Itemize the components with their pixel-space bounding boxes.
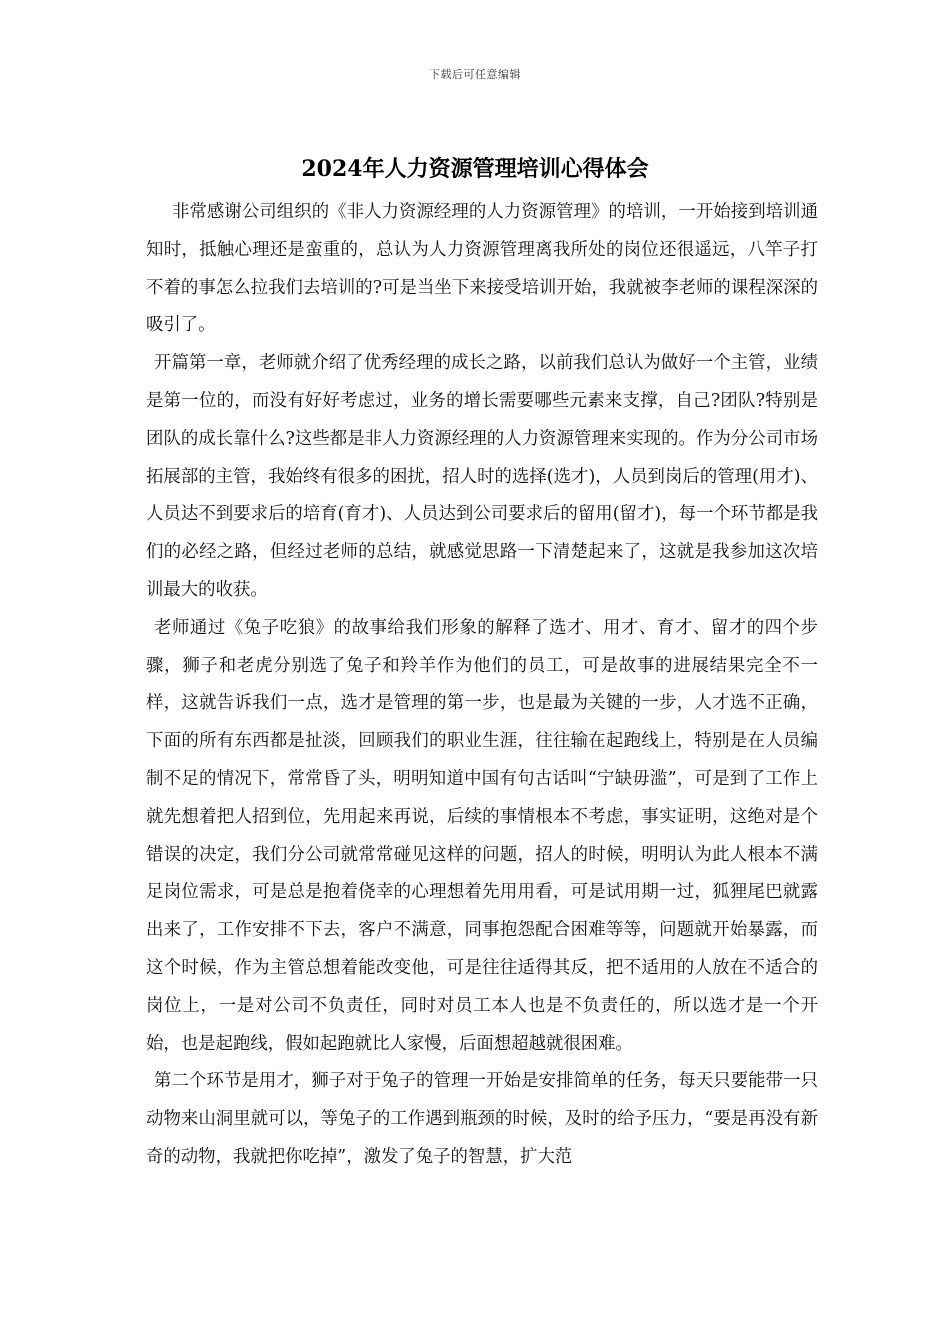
- header-note: 下载后可任意编辑: [429, 68, 521, 81]
- paragraph: 老师通过《兔子吃狼》的故事给我们形象的解释了选才、用才、育才、留才的四个步骤，狮子和老虎分别选了兔子和羚羊作为他们的员工，可是故事的进展结果完全不一样，这就告诉我们一点，选才是管理的第一步，也是最为关键的一步，人才选不正确，下面的所有东西都是扯淡，回顾我们的职业生涯，往往输在起跑线上，特别是在人员编制不足的情况下，常常昏了头，明明知道中国有句古话叫“宁缺毋滥”，可是到了工作上就先想着把人招到位，先用起来再说，后续的事情根本不考虑，事实证明，这绝对是个错误的决定，我们分公司就常常碰见这样的问题，招人的时候，明明认为此人根本不满足岗位需求，可是总是抱着侥幸的心理想着先用用看，可是试用期一过，狐狸尾巴就露出来了，工作安排不下去，客户不满意，同事抱怨配合困难等等，问题就开始暴露，而这个时候，作为主管总想着能改变他，可是往往适得其反，把不适用的人放在不适合的岗位上，一是对公司不负责任，同时对员工本人也是不负责任的，所以选才是一个开始，也是起跑线，假如起跑就比人家慢，后面想超越就很困难。: [146, 617, 818, 1054]
- paragraph: 非常感谢公司组织的《非人力资源经理的人力资源管理》的培训，一开始接到培训通知时，抵触心理还是蛮重的，总认为人力资源管理离我所处的岗位还很遥远，八竿子打不着的事怎么拉我们去培训的?可是当坐下来接受培训开始，我就被李老师的课程深深的吸引了。: [146, 202, 818, 336]
- document-body: [146, 194, 818, 1177]
- document-title: 2024年人力资源管理培训心得体会: [301, 156, 649, 182]
- paragraph: 开篇第一章，老师就介绍了优秀经理的成长之路，以前我们总认为做好一个主管，业绩是第一位的，而没有好好考虑过，业务的增长需要哪些元素来支撑，自己?团队?特别是团队的成长靠什么?这些都是非人力资源经理的人力资源管理来实现的。作为分公司市场拓展部的主管，我始终有很多的困扰，招人时的选择(选才)，人员到岗后的管理(用才)、人员达不到要求后的培育(育才)、人员达到公司要求后的留用(留才)，每一个环节都是我们的必经之路，但经过老师的总结，就感觉思路一下清楚起来了，这就是我参加这次培训最大的收获。: [146, 353, 818, 600]
- paragraph: 第二个环节是用才，狮子对于兔子的管理一开始是安排简单的任务，每天只要能带一只动物来山洞里就可以，等兔子的工作遇到瓶颈的时候，及时的给予压力，“要是再没有新奇的动物，我就把你吃掉”，激发了兔子的智慧，扩大范: [146, 1071, 818, 1167]
